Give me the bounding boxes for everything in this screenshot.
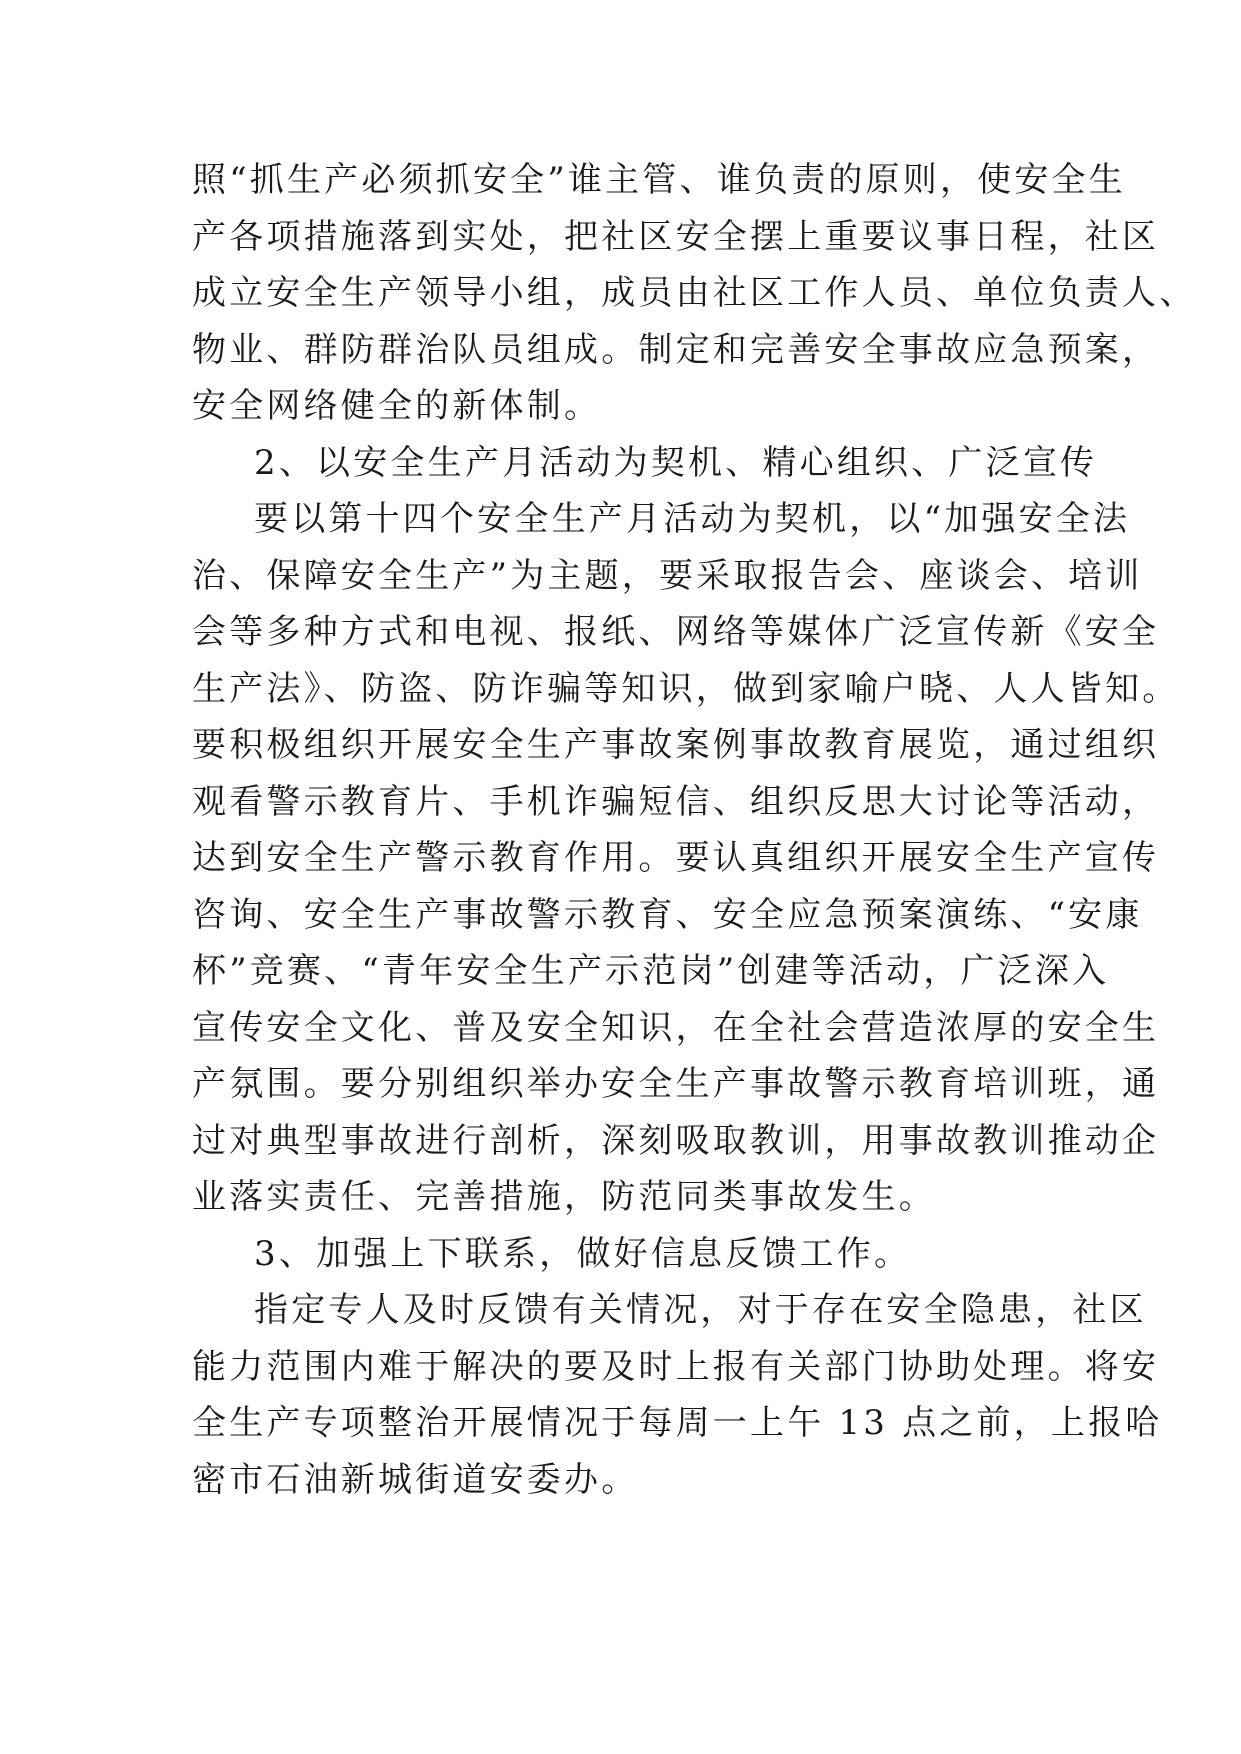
text-line: 达到安全生产警示教育作用。要认真组织开展安全生产宣传: [192, 838, 1160, 878]
text-line: 宣传安全文化、普及安全知识，在全社会营造浓厚的安全生: [192, 1007, 1160, 1048]
text-line: 能力范围内难于解决的要及时上报有关部门协助处理。将安: [192, 1346, 1160, 1387]
text-line: 业落实责任、完善措施，防范同类事故发生。: [192, 1177, 936, 1217]
text-line: 咨询、安全生产事故警示教育、安全应急预案演练、“安康: [192, 894, 1143, 935]
text-line: 2、以安全生产月活动为契机、精心组织、广泛宣传: [254, 442, 1098, 483]
text-line: 杯”竞赛、“青年安全生产示范岗”创建等活动，广泛深入: [192, 951, 1110, 991]
text-line: 要积极组织开展安全生产事故案例事故教育展览，通过组织: [192, 725, 1160, 765]
text-line: 物业、群防群治队员组成。制定和完善安全事故应急预案，: [192, 329, 1160, 370]
text-line: 指定专人及时反馈有关情况，对于存在安全隐患，社区: [254, 1290, 1147, 1330]
text-line: 要以第十四个安全生产月活动为契机，以“加强安全法: [254, 499, 1131, 539]
text-line: 全生产专项整治开展情况于每周一上午 13 点之前，上报哈: [192, 1403, 1163, 1443]
text-line: 3、加强上下联系，做好信息反馈工作。: [254, 1233, 912, 1274]
text-line: 产各项措施落到实处，把社区安全摆上重要议事日程，社区: [192, 216, 1160, 257]
text-line: 生产法》、防盗、防诈骗等知识，做到家喻户晓、人人皆知。: [192, 668, 1180, 709]
document-body: [192, 152, 1197, 1508]
text-line: 观看警示教育片、手机诈骗短信、组织反思大讨论等活动，: [192, 781, 1160, 822]
text-line: 治、保障安全生产”为主题，要采取报告会、座谈会、培训: [192, 555, 1143, 596]
text-line: 安全网络健全的新体制。: [192, 386, 602, 426]
text-line: 密市石油新城街道安委办。: [192, 1459, 639, 1500]
text-line: 产氛围。要分别组织举办安全生产事故警示教育培训班，通: [192, 1064, 1160, 1104]
text-line: 成立安全生产领导小组，成员由社区工作人员、单位负责人、: [192, 273, 1197, 313]
text-line: 照“抓生产必须抓安全”谁主管、谁负责的原则，使安全生: [192, 160, 1126, 200]
text-line: 会等多种方式和电视、报纸、网络等媒体广泛宣传新《安全: [192, 612, 1160, 652]
text-line: 过对典型事故进行剖析，深刻吸取教训，用事故教训推动企: [192, 1120, 1160, 1161]
